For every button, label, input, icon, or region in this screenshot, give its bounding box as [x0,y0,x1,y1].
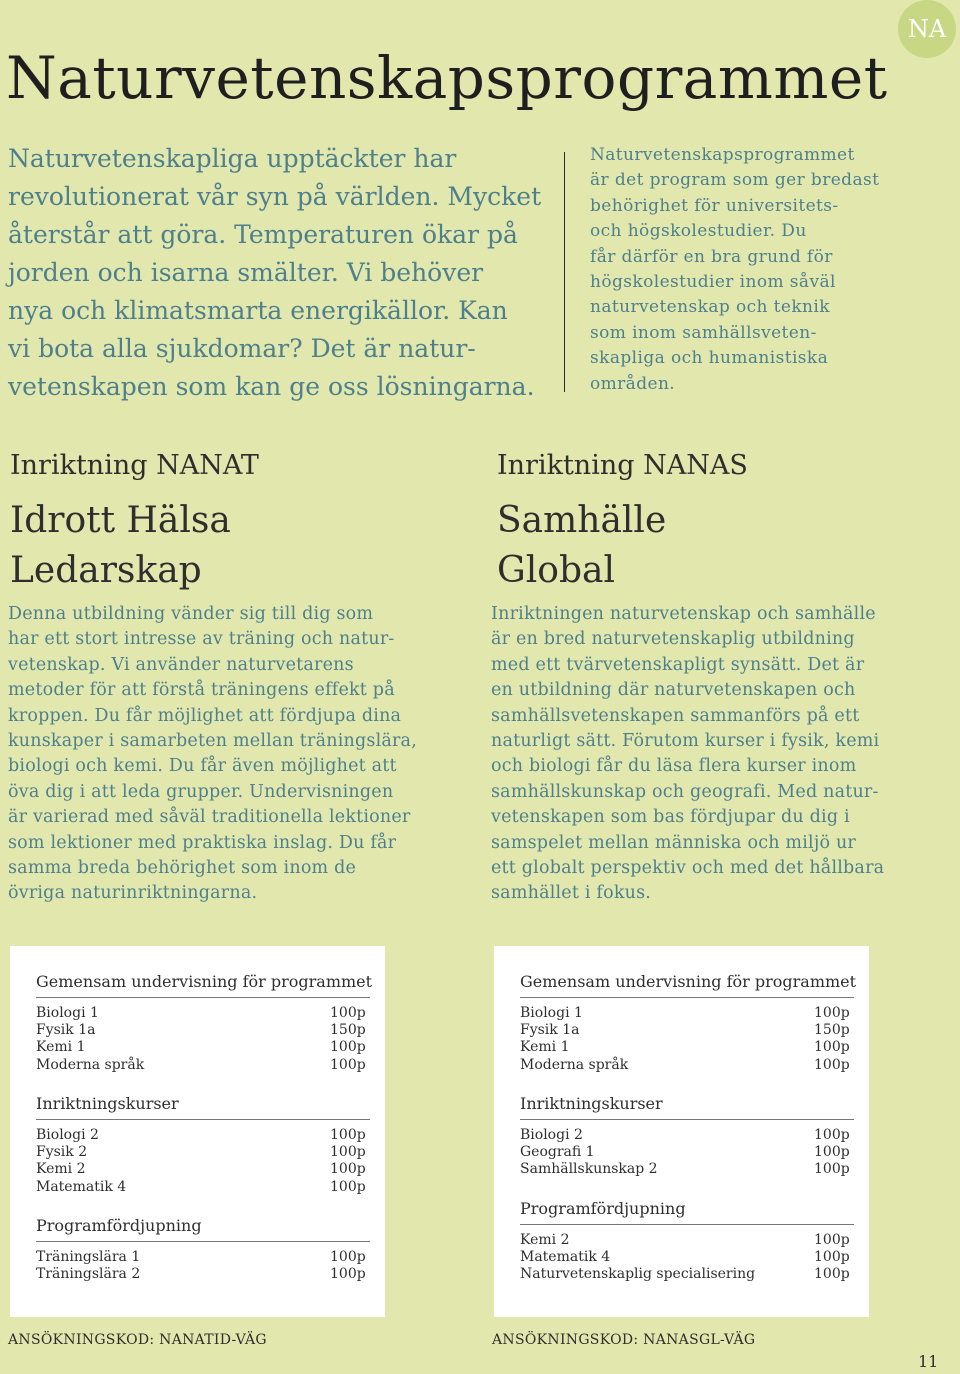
course-points: 100p [814,1056,850,1073]
course-name: Biologi 2 [520,1127,583,1143]
course-section [36,1216,370,1283]
body-line: kroppen. Du får möjlighet att fördjupa dina [8,705,402,726]
section-heading: Programfördjupning [520,1199,854,1225]
course-row [520,1005,854,1022]
course-points: 100p [814,1005,850,1021]
lead-line: återstår att göra. Temperaturen ökar på [8,220,518,249]
course-row [36,1249,370,1266]
course-row [36,1144,370,1161]
body-line: biologi och kemi. Du får även möjlighet att [8,756,397,777]
body-line: har ett stort intresse av träning och natur- [8,629,395,650]
course-row [36,1179,370,1196]
track-description-nanat [8,602,448,907]
body-line: samhället i fokus. [491,883,652,904]
course-points: 100p [330,1127,366,1143]
lead-line: vi bota alla sjukdomar? Det är natur- [8,334,476,363]
program-badge: NA [898,0,956,58]
course-section [520,972,857,1074]
body-line: vetenskapen som bas fördjupar du dig i [491,807,850,828]
body-line: en utbildning där naturvetenskapen och [491,680,856,701]
course-row [520,1266,854,1283]
course-points: 100p [814,1266,850,1283]
course-row [36,1266,370,1283]
course-name: Moderna språk [36,1056,145,1073]
lead-line: revolutionerat vår syn på världen. Mycket [8,182,542,211]
lead-line: vetenskapen som kan ge oss lösningarna. [8,372,535,401]
body-line: samma breda behörighet som inom de [8,858,357,879]
course-row [36,1161,370,1178]
intro-line: behörighet för universitets- [590,195,839,216]
course-points: 100p [330,1161,366,1178]
course-points: 100p [330,1144,366,1161]
course-points: 100p [814,1127,850,1143]
course-section [520,1199,854,1284]
body-line: är en bred naturvetenskaplig utbildning [491,629,855,650]
course-name: Naturvetenskaplig specialisering [520,1266,756,1283]
course-row [36,1057,370,1074]
course-panel-nanas [494,946,869,1317]
lead-line: Naturvetenskapliga upptäckter har [8,144,457,173]
body-line: är varierad med såväl traditionella lektioner [8,807,411,828]
course-points: 100p [330,1056,366,1073]
course-name: Moderna språk [520,1056,629,1073]
course-name: Fysik 1a [36,1022,96,1039]
course-name: Matematik 4 [520,1249,611,1266]
vertical-divider [564,152,565,392]
intro-line: Naturvetenskapsprogrammet [590,145,855,165]
course-name: Kemi 1 [36,1039,86,1056]
course-points: 100p [814,1144,850,1161]
course-row [520,1127,854,1144]
course-section [520,1094,854,1179]
section-heading: Gemensam undervisning för programmet [520,972,854,998]
section-heading: Programfördjupning [36,1216,370,1242]
course-name: Träningslära 2 [36,1266,141,1283]
section-heading: Gemensam undervisning för programmet [36,972,370,998]
course-points: 100p [330,1266,366,1283]
course-name: Träningslära 1 [36,1249,141,1265]
course-section [36,972,373,1074]
body-line: ett globalt perspektiv och med det hållbara [491,858,885,879]
body-line: kunskaper i samarbeten mellan träningslära, [8,731,417,752]
body-line: och biologi får du läsa flera kurser inom [491,756,857,777]
course-points: 150p [330,1022,366,1039]
page-number: 11 [918,1352,939,1371]
course-panel-nanat [10,946,385,1317]
body-line: som lektioner med praktiska inslag. Du får [8,832,397,853]
intro-line: som inom samhällsveten- [590,322,817,343]
course-name: Fysik 1a [520,1022,580,1039]
course-row [520,1232,854,1249]
course-row [520,1057,854,1074]
intro-line: är det program som ger bredast [590,170,880,191]
course-points: 100p [330,1178,366,1195]
course-row [520,1249,854,1266]
course-points: 100p [814,1039,850,1056]
intro-line: områden. [590,373,676,394]
track-name: Global [497,550,615,591]
section-heading: Inriktningskurser [520,1094,854,1120]
track-description-nanas [491,602,931,907]
body-line: öva dig i att leda grupper. Undervisningen [8,781,394,802]
body-line: samhällskunskap och geografi. Med natur- [491,781,879,802]
course-points: 100p [814,1161,850,1178]
body-line: metoder för att förstå träningens effekt på [8,680,395,701]
page-title: Naturvetenskapsprogrammet [6,44,888,112]
course-row [36,1039,370,1056]
course-section [36,1094,370,1196]
course-points: 100p [814,1232,850,1248]
lead-paragraph [8,140,548,406]
course-name: Biologi 1 [520,1005,583,1021]
track-name: Samhälle [497,500,667,541]
lead-line: nya och klimatsmarta energikällor. Kan [8,296,508,325]
body-line: samspelet mellan människa och miljö ur [491,832,856,853]
course-name: Fysik 2 [36,1144,88,1161]
body-line: övriga naturinriktningarna. [8,883,258,904]
body-line: vetenskap. Vi använder naturvetarens [8,654,354,675]
course-row [36,1127,370,1144]
intro-line: får därför en bra grund för [590,246,833,267]
lead-line: jorden och isarna smälter. Vi behöver [8,258,484,287]
course-name: Geografi 1 [520,1144,595,1161]
section-heading: Inriktningskurser [36,1094,370,1120]
course-row [36,1022,370,1039]
body-line: Denna utbildning vänder sig till dig som [8,604,374,624]
course-points: 100p [330,1249,366,1265]
track-header-nanat [10,450,450,596]
course-row [520,1144,854,1161]
course-row [36,1005,370,1022]
intro-line: och högskolestudier. Du [590,221,807,242]
body-line: Inriktningen naturvetenskap och samhälle [491,604,876,624]
intro-line: högskolestudier inom såväl [590,272,836,293]
intro-line: skapliga och humanistiska [590,348,829,369]
intro-paragraph [590,143,910,397]
course-points: 150p [814,1022,850,1039]
course-name: Matematik 4 [36,1178,127,1195]
track-name: Idrott Hälsa [10,500,231,541]
course-points: 100p [330,1039,366,1056]
course-name: Kemi 2 [520,1232,570,1248]
course-row [520,1039,854,1056]
course-row [520,1022,854,1039]
track-code: Inriktning NANAS [497,450,748,481]
intro-line: naturvetenskap och teknik [590,297,830,318]
track-name: Ledarskap [10,550,202,591]
course-name: Kemi 1 [520,1039,570,1056]
track-code: Inriktning NANAT [10,450,259,481]
body-line: naturligt sätt. Förutom kurser i fysik, kemi [491,731,880,752]
course-name: Kemi 2 [36,1161,86,1178]
track-header-nanas [497,450,937,596]
course-points: 100p [330,1005,366,1021]
application-code-nanas: ANSÖKNINGSKOD: NANASGL-VÄG [492,1332,756,1348]
application-code-nanat: ANSÖKNINGSKOD: NANATID-VÄG [8,1332,267,1348]
course-name: Samhällskunskap 2 [520,1161,658,1178]
body-line: med ett tvärvetenskapligt synsätt. Det är [491,654,865,675]
course-points: 100p [814,1249,850,1266]
course-name: Biologi 1 [36,1005,99,1021]
course-name: Biologi 2 [36,1127,99,1143]
course-row [520,1161,854,1178]
body-line: samhällsvetenskapen sammanförs på ett [491,705,860,726]
